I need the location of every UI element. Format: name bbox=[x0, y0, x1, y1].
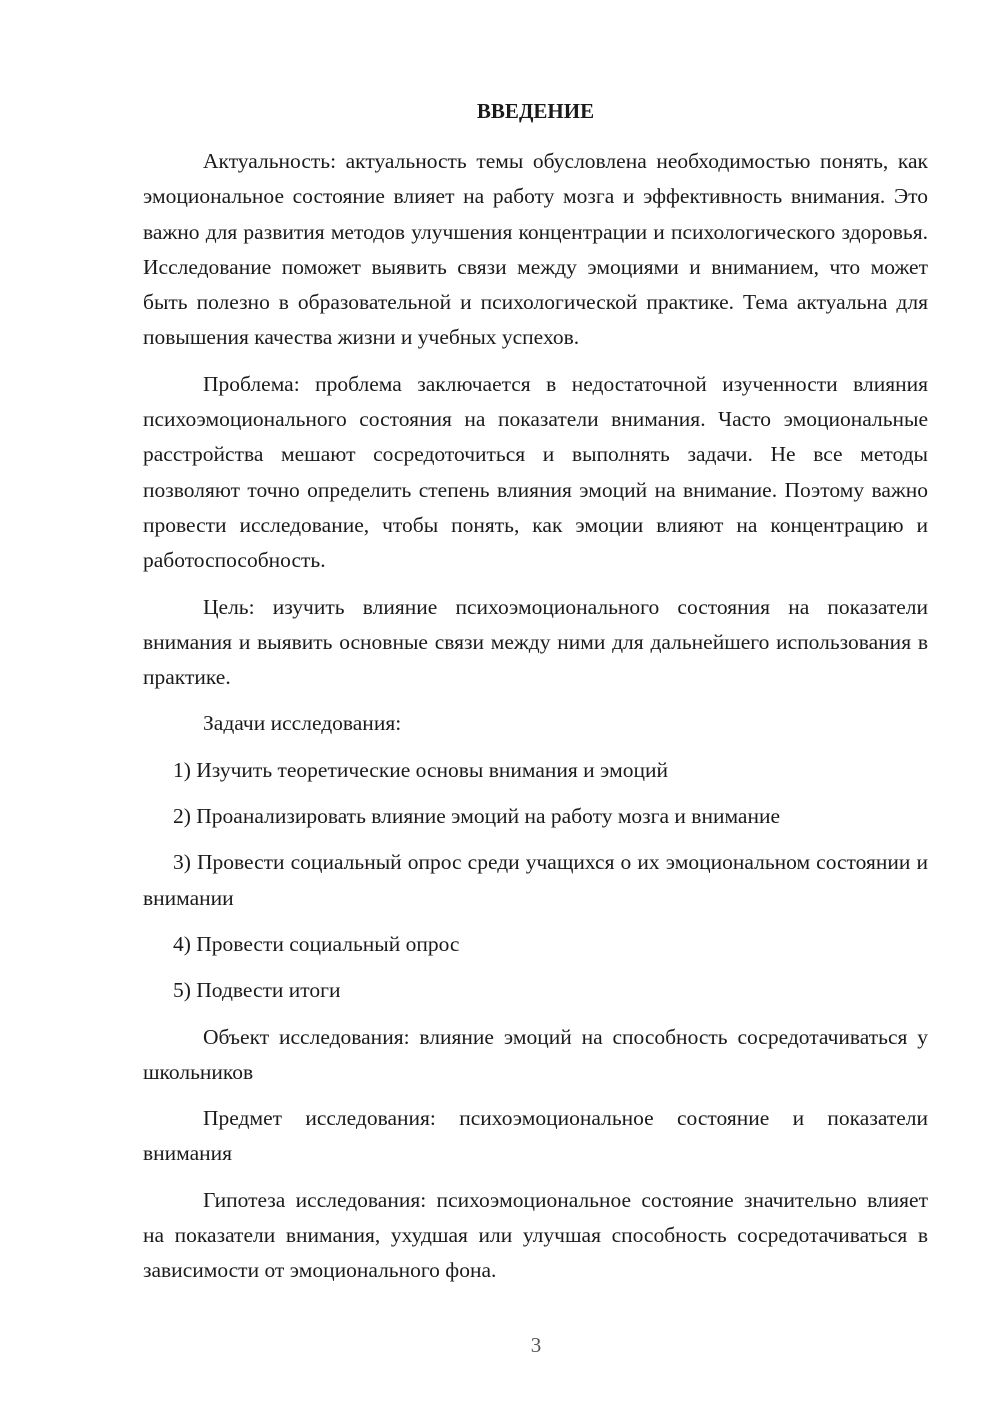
task-item-4: 4) Провести социальный опрос bbox=[173, 931, 460, 956]
paragraph-goal: Цель: изучить влияние психоэмоционального состояния на показатели внимания и выявить основные связи между ними для дальнейшего использования в практике. bbox=[143, 594, 928, 690]
document-page bbox=[143, 96, 928, 1300]
paragraph-problem: Проблема: проблема заключается в недостаточной изученности влияния психоэмоционального состояния на показатели внимания. Часто эмоциональные расстройства мешают сосредоточиться и выполнять задачи. Не все методы позволяют точно определить степень влияния эмоций на внимание. Поэтому важно провести исследование, чтобы понять, как эмоции влияют на концентрацию и работоспособность. bbox=[143, 371, 928, 573]
tasks-heading: Задачи исследования: bbox=[203, 711, 402, 736]
task-item-2: 2) Проанализировать влияние эмоций на работу мозга и внимание bbox=[173, 804, 781, 829]
task-item-3: 3) Провести социальный опрос среди учащихся о их эмоциональном состоянии и внимании bbox=[143, 850, 928, 910]
paragraph-relevance: Актуальность: актуальность темы обусловлена необходимостью понять, как эмоциональное состояние влияет на работу мозга и эффективность внимания. Это важно для развития методов улучшения концентрации и психологического здоровья. Исследование поможет выявить связи между эмоциями и вниманием, что может быть полезно в образовательной и психологической практике. Тема актуальна для повышения качества жизни и учебных успехов. bbox=[143, 149, 928, 350]
task-item-1: 1) Изучить теоретические основы внимания и эмоций bbox=[173, 757, 668, 782]
paragraph-hypothesis: Гипотеза исследования: психоэмоциональное состояние значительно влияет на показатели внимания, ухудшая или улучшая способность сосредотачиваться в зависимости от эмоционального фона. bbox=[143, 1187, 928, 1283]
page-number: 3 bbox=[530, 1333, 542, 1357]
task-item-5: 5) Подвести итоги bbox=[173, 978, 341, 1003]
paragraph-subject: Предмет исследования: психоэмоциональное состояние и показатели внимания bbox=[143, 1106, 928, 1166]
page-title: ВВЕДЕНИЕ bbox=[476, 99, 595, 123]
paragraph-object: Объект исследования: влияние эмоций на способность сосредотачиваться у школьников bbox=[143, 1024, 928, 1084]
